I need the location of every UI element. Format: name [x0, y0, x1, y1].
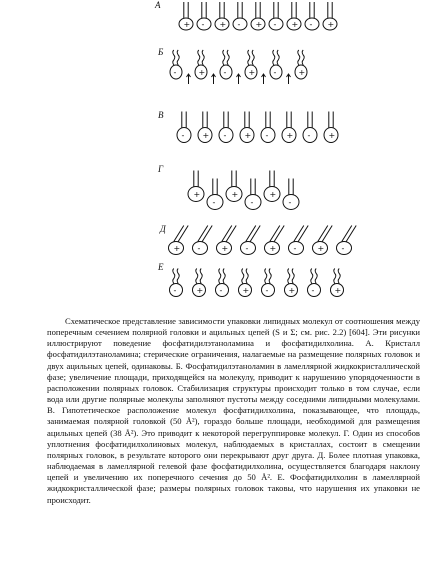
charge-sign: + — [202, 131, 210, 140]
acyl-chain — [288, 269, 290, 284]
acyl-chain — [222, 226, 232, 242]
panel-1 — [154, 0, 337, 30]
panel-5 — [159, 224, 356, 255]
acyl-chain — [265, 269, 267, 284]
acyl-chain — [277, 50, 279, 65]
panel-label: Д — [160, 224, 166, 234]
acyl-chain — [198, 50, 200, 65]
panel-label: А — [155, 0, 161, 10]
panel-3 — [158, 110, 338, 143]
charge-sign: + — [269, 244, 277, 253]
charge-sign: - — [273, 20, 277, 29]
acyl-chain — [223, 50, 225, 65]
panel-label: Г — [158, 164, 164, 174]
panel-2 — [157, 47, 307, 84]
figure-caption: Схематическое представление зависимости упаковки липидных молекул от соотношения между поперечным сечением полярной головки и ацильных цепей (S и Σ; см. рис. 2.2) [604]. Эти рисунки иллюстрируют поведение фосфатидилэтаноламина и фосфатидилхолина. А. Кристалл фосфатидилэтаноламина; стерические ограничения, налагаемые на размещение полярных головок и двух ацильных цепей, одинаковы. Б. Фосфатидилэтаноламин в ламеллярной жидкокристаллической фазе; увеличение площади, приходящейся на молекулу, приводит к нарушению упорядоченности в расположении полярных головок. Стабилизация структуры происходит только в том случае, если вода или другие полярные молекулы заполняют пустоты между соседними липидными молекулами. В. Гипотетическое расположение молекул фосфатидилхолина, показывающее, что площадь, занимаемая полярной головкой (50 Å²), гораздо больше площади, необходимой для размещения ацильных цепей (38 Å²). Это приводит к некоторой перегруппировке молекул. Г. Один из способов уплотнения фосфатидилхолиновых молекул, наблюдаемых в кристаллах, состоит в смещении полярных головок, в результате которого они перекрывают друг друга. Д. Более плотная упаковка, наблюдаемая в ламеллярной гелевой фазе фосфатидилхолина, осуществляется благодаря наклону цепей и увеличению их поперечного сечения до 50 Å². Е. Фосфатидилхолин в ламеллярной жидкокристаллической фазе; размеры полярных головок таковы, что нарушения их упаковки не происходит. — [47, 316, 420, 505]
charge-sign: + — [248, 68, 256, 77]
charge-sign: - — [223, 68, 227, 77]
acyl-chain — [292, 269, 294, 284]
charge-sign: + — [334, 286, 342, 295]
panel-label: Е — [158, 262, 164, 272]
acyl-chain — [298, 50, 300, 65]
panel-4 — [157, 164, 299, 210]
acyl-chain — [173, 50, 175, 65]
charge-sign: - — [309, 20, 313, 29]
charge-sign: + — [288, 286, 296, 295]
charge-sign: + — [317, 244, 325, 253]
acyl-chain — [246, 226, 256, 242]
acyl-chain — [322, 226, 332, 242]
acyl-chain — [177, 50, 179, 65]
acyl-chain — [248, 50, 250, 65]
acyl-chain — [223, 269, 225, 284]
charge-sign: - — [250, 198, 254, 207]
acyl-chain — [198, 226, 208, 242]
charge-sign: - — [245, 244, 249, 253]
acyl-chain — [226, 226, 236, 242]
charge-sign: - — [173, 286, 177, 295]
acyl-chain — [242, 269, 244, 284]
charge-sign: - — [237, 20, 241, 29]
acyl-chain — [338, 269, 340, 284]
charge-sign: + — [244, 131, 252, 140]
charge-sign: - — [311, 286, 315, 295]
charge-sign: - — [307, 131, 311, 140]
charge-sign: + — [219, 20, 227, 29]
charge-sign: + — [193, 190, 201, 199]
acyl-chain — [334, 269, 336, 284]
acyl-chain — [302, 50, 304, 65]
charge-sign: + — [327, 20, 335, 29]
charge-sign: - — [181, 131, 185, 140]
charge-sign: + — [196, 286, 204, 295]
charge-sign: + — [221, 244, 229, 253]
acyl-chain — [173, 269, 175, 284]
charge-sign: - — [201, 20, 205, 29]
acyl-chain — [318, 226, 328, 242]
charge-sign: + — [328, 131, 336, 140]
arrow-up-icon — [212, 74, 216, 84]
arrow-up-icon — [287, 74, 291, 84]
acyl-chain — [202, 226, 212, 242]
charge-sign: + — [231, 190, 239, 199]
acyl-chain — [342, 226, 352, 242]
charge-sign: - — [273, 68, 277, 77]
charge-sign: + — [255, 20, 263, 29]
panel-label: В — [158, 110, 164, 120]
arrow-up-icon — [237, 74, 241, 84]
charge-sign: + — [286, 131, 294, 140]
charge-sign: + — [173, 244, 181, 253]
acyl-chain — [219, 269, 221, 284]
acyl-chain — [200, 269, 202, 284]
charge-sign: - — [212, 198, 216, 207]
charge-sign: - — [219, 286, 223, 295]
charge-sign: + — [198, 68, 206, 77]
acyl-chain — [315, 269, 317, 284]
acyl-chain — [273, 50, 275, 65]
arrow-up-icon — [187, 74, 191, 84]
acyl-chain — [252, 50, 254, 65]
charge-sign: + — [242, 286, 250, 295]
charge-sign: + — [269, 190, 277, 199]
acyl-chain — [274, 226, 284, 242]
acyl-chain — [246, 269, 248, 284]
acyl-chain — [311, 269, 313, 284]
acyl-chain — [270, 226, 280, 242]
arrow-up-icon — [262, 74, 266, 84]
acyl-chain — [227, 50, 229, 65]
charge-sign: - — [288, 198, 292, 207]
acyl-chain — [177, 269, 179, 284]
charge-sign: - — [173, 68, 177, 77]
acyl-chain — [294, 226, 304, 242]
charge-sign: + — [291, 20, 299, 29]
charge-sign: - — [223, 131, 227, 140]
charge-sign: + — [298, 68, 306, 77]
acyl-chain — [346, 226, 356, 242]
acyl-chain — [178, 226, 188, 242]
panel-label: Б — [158, 47, 164, 57]
acyl-chain — [250, 226, 260, 242]
charge-sign: - — [265, 286, 269, 295]
acyl-chain — [174, 226, 184, 242]
charge-sign: - — [265, 131, 269, 140]
acyl-chain — [298, 226, 308, 242]
acyl-chain — [202, 50, 204, 65]
acyl-chain — [269, 269, 271, 284]
acyl-chain — [196, 269, 198, 284]
charge-sign: + — [183, 20, 191, 29]
panel-6 — [157, 262, 344, 297]
charge-sign: - — [341, 244, 345, 253]
charge-sign: - — [293, 244, 297, 253]
charge-sign: - — [197, 244, 201, 253]
